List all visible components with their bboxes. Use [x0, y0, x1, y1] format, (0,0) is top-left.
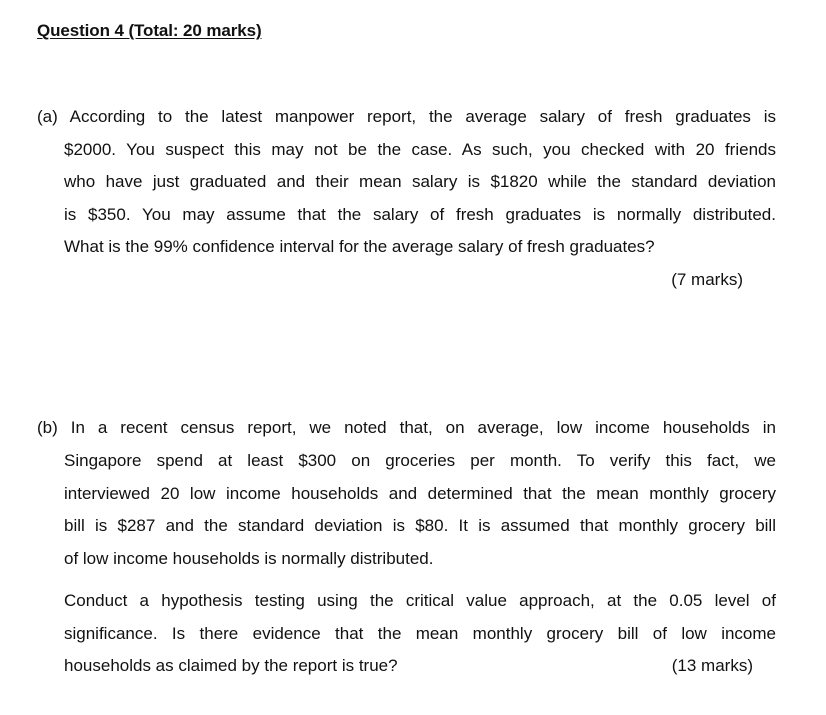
- part-a-line: who have just graduated and their mean salary is $1820 while the standard deviation: [64, 172, 776, 191]
- part-b-line: Conduct a hypothesis testing using the critical value approach, at the 0.05 level of: [64, 591, 776, 610]
- part-a-line: is $350. You may assume that the salary of fresh graduates is normally distributed.: [64, 205, 776, 224]
- part-b-line: households as claimed by the report is true?: [64, 656, 398, 675]
- part-b-line: (b) In a recent census report, we noted that, on average, low income households in: [37, 418, 776, 437]
- part-b-line: of low income households is normally distributed.: [64, 549, 434, 568]
- part-b-line: significance. Is there evidence that the mean monthly grocery bill of low income: [64, 624, 776, 643]
- part-b-line: bill is $287 and the standard deviation is $80. It is assumed that monthly grocery bill: [64, 516, 776, 535]
- part-b-line: Singapore spend at least $300 on groceries per month. To verify this fact, we: [64, 451, 776, 470]
- part-a-marks: (7 marks): [671, 270, 743, 289]
- part-a-line: $2000. You suspect this may not be the case. As such, you checked with 20 friends: [64, 140, 776, 159]
- part-b-line: interviewed 20 low income households and determined that the mean monthly grocery: [64, 484, 776, 503]
- part-a-line: What is the 99% confidence interval for the average salary of fresh graduates?: [64, 237, 655, 256]
- question-title: Question 4 (Total: 20 marks): [37, 21, 262, 40]
- part-b-marks: (13 marks): [671, 656, 753, 675]
- part-a-line: (a) According to the latest manpower report, the average salary of fresh graduates is: [37, 107, 776, 126]
